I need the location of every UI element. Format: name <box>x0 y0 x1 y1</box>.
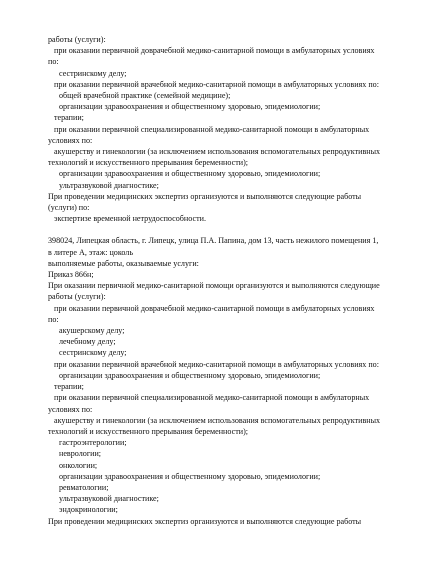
text-line: условиях по: <box>48 135 93 145</box>
text-line: ультразвуковой диагностике; <box>59 180 159 190</box>
text-line: При проведении медицинских экспертиз организуются и выполняются следующие работы <box>48 516 362 526</box>
services-block-2 <box>48 235 410 526</box>
text-line: технологий и искусственного прерывания беременности); <box>48 426 249 436</box>
text-line: эндокринологии; <box>59 505 118 515</box>
services-block-1 <box>48 34 410 224</box>
text-line: организации здравоохранения и общественному здоровью, эпидемиологии; <box>59 471 321 481</box>
text-line: экспертизе временной нетрудоспособности. <box>54 214 206 224</box>
text-line: общей врачебной практике (семейной медицине); <box>59 91 231 101</box>
text-line: при оказании первичной доврачебной медико-санитарной помощи в амбулаторных условиях <box>54 303 375 313</box>
text-line: при оказании первичной специализированной медико-санитарной помощи в амбулаторных <box>54 124 370 134</box>
text-line: работы (услуги): <box>48 35 106 44</box>
text-line: акушерству и гинекологии (за исключением использования вспомогательных репродуктивных <box>54 147 381 157</box>
paragraph-gap <box>48 224 410 235</box>
text-line: гастроэнтерологии; <box>59 438 127 448</box>
text-line: работы (услуги): <box>48 292 106 302</box>
text-line: по: <box>48 314 59 324</box>
text-line: акушерству и гинекологии (за исключением использования вспомогательных репродуктивных <box>54 415 381 425</box>
text-line: акушерскому делу; <box>59 326 125 336</box>
text-line: при оказании первичной специализированной медико-санитарной помощи в амбулаторных <box>54 393 370 403</box>
text-line: сестринскому делу; <box>59 348 127 358</box>
text-line: лечебному делу; <box>59 337 116 347</box>
text-line: в литере А, этаж: цоколь <box>48 247 134 257</box>
text-line: терапии; <box>54 382 84 392</box>
text-line: При оказании первичной медико-санитарной помощи организуются и выполняются следующие <box>48 281 380 291</box>
text-line: 398024, Липецкая область, г. Липецк, улица П.А. Папина, дом 13, часть нежилого помещения 1, <box>48 236 379 246</box>
text-line: при оказании первичной врачебной медико-санитарной помощи в амбулаторных условиях по: <box>54 359 379 369</box>
text-line: технологий и искусственного прерывания беременности); <box>48 158 249 168</box>
text-line: терапии; <box>54 113 84 123</box>
text-line: ультразвуковой диагностике; <box>59 494 159 504</box>
text-line: организации здравоохранения и общественному здоровью, эпидемиологии; <box>59 102 321 112</box>
text-line: организации здравоохранения и общественному здоровью, эпидемиологии; <box>59 169 321 179</box>
text-line: при оказании первичной врачебной медико-санитарной помощи в амбулаторных условиях по: <box>54 79 379 89</box>
text-line: выполняемые работы, оказываемые услуги: <box>48 258 199 268</box>
text-line: по: <box>48 57 59 67</box>
text-line: При проведении медицинских экспертиз организуются и выполняются следующие работы <box>48 191 362 201</box>
text-line: ревматологии; <box>59 482 109 492</box>
text-line: неврологии; <box>59 449 102 459</box>
text-line: организации здравоохранения и общественному здоровью, эпидемиологии; <box>59 370 321 380</box>
text-line: условиях по: <box>48 404 93 414</box>
text-line: Приказ 866н; <box>48 270 94 280</box>
text-line: при оказании первичной доврачебной медико-санитарной помощи в амбулаторных условиях <box>54 46 375 56</box>
text-line: сестринскому делу; <box>59 68 127 78</box>
text-line: (услуги) по: <box>48 203 90 213</box>
text-line: онкологии; <box>59 460 98 470</box>
